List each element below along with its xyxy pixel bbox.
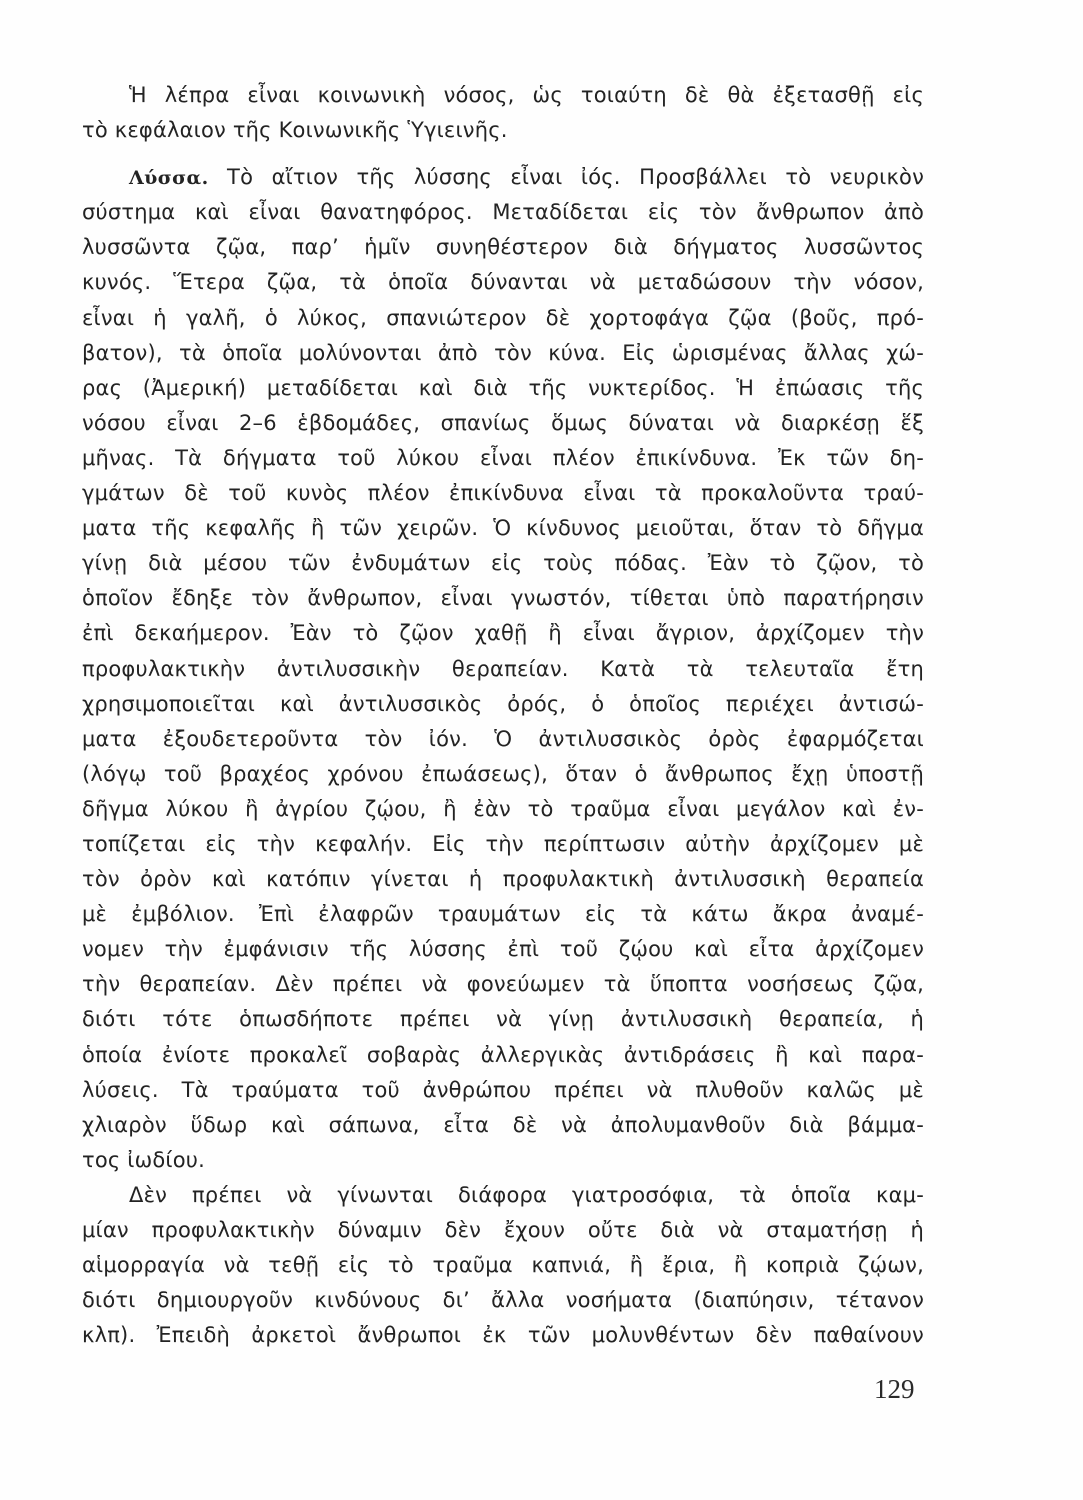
page-number: 129 xyxy=(874,1374,915,1404)
text-line: ἐπὶ δεκαήμερον. Ἐὰν τὸ ζῷον χαθῇ ἢ εἶναι ἄγριον, ἀρχίζομεν τὴν xyxy=(82,621,924,646)
text-line: γμάτων δὲ τοῦ κυνὸς πλέον ἐπικίνδυνα εἶναι τὰ προκαλοῦντα τραύ- xyxy=(82,481,924,506)
text-line: χρησιμοποιεῖται καὶ ἀντιλυσσικὸς ὀρός, ὁ ὁποῖος περιέχει ἀντισώ- xyxy=(82,691,924,716)
text-line: δῆγμα λύκου ἢ ἀγρίου ζῴου, ἢ ἐὰν τὸ τραῦμα εἶναι μεγάλον καὶ ἐν- xyxy=(82,796,924,821)
text-line: χλιαρὸν ὕδωρ καὶ σάπωνα, εἶτα δὲ νὰ ἀπολυμανθοῦν διὰ βάμμα- xyxy=(82,1112,924,1137)
text-line: γίνῃ διὰ μέσου τῶν ἐνδυμάτων εἰς τοὺς πόδας. Ἐὰν τὸ ζῷον, τὸ xyxy=(82,551,924,576)
section-heading: Λύσσα. xyxy=(129,167,209,190)
text-line: κυνός. Ἕτερα ζῷα, τὰ ὁποῖα δύνανται νὰ μεταδώσουν τὴν νόσον, xyxy=(82,270,924,295)
text-line: τος ἰωδίου. xyxy=(82,1147,206,1172)
text-line: Ἡ λέπρα εἶναι κοινωνικὴ νόσος, ὡς τοιαύτη δὲ θὰ ἐξετασθῇ εἰς xyxy=(129,83,924,107)
text-line: προφυλακτικὴν ἀντιλυσσικὴν θεραπείαν. Κατὰ τὰ τελευταῖα ἔτη xyxy=(82,656,924,681)
text-line: βατον), τὰ ὁποῖα μολύνονται ἀπὸ τὸν κύνα. Εἰς ὡρισμένας ἄλλας χώ- xyxy=(82,340,924,365)
text-line: ρας (Ἀμερική) μεταδίδεται καὶ διὰ τῆς νυκτερίδος. Ἡ ἐπώασις τῆς xyxy=(82,375,924,400)
text-line: Δὲν πρέπει νὰ γίνωνται διάφορα γιατροσόφια, τὰ ὁποῖα καμ- xyxy=(129,1182,924,1207)
text-line: νόσου εἶναι 2–6 ἑβδομάδες, σπανίως ὅμως δύναται νὰ διαρκέσῃ ἕξ xyxy=(82,410,924,435)
text-line: λύσεις. Τὰ τραύματα τοῦ ἀνθρώπου πρέπει νὰ πλυθοῦν καλῶς μὲ xyxy=(82,1077,924,1102)
text-line: μῆνας. Τὰ δήγματα τοῦ λύκου εἶναι πλέον ἐπικίνδυνα. Ἐκ τῶν δη- xyxy=(82,445,924,470)
text-line: ματα τῆς κεφαλῆς ἢ τῶν χειρῶν. Ὁ κίνδυνος μειοῦται, ὅταν τὸ δῆγμα xyxy=(82,516,924,541)
text-line: λυσσῶντα ζῷα, παρ’ ἡμῖν συνηθέστερον διὰ δήγματος λυσσῶντος xyxy=(82,235,924,260)
body-text xyxy=(82,78,924,1353)
text-line: κλπ). Ἐπειδὴ ἀρκετοὶ ἄνθρωποι ἐκ τῶν μολυνθέντων δὲν παθαίνουν xyxy=(82,1323,924,1348)
text-line: τοπίζεται εἰς τὴν κεφαλήν. Εἰς τὴν περίπτωσιν αὐτὴν ἀρχίζομεν μὲ xyxy=(82,831,924,856)
text-line-content: Τὸ αἴτιον τῆς λύσσης εἶναι ἰός. Προσβάλλει τὸ νευρικὸν xyxy=(208,165,924,190)
text-line: αἱμορραγία νὰ τεθῇ εἰς τὸ τραῦμα καπνιά, ἢ ἔρια, ἢ κοπριὰ ζῴων, xyxy=(82,1253,924,1278)
text-line: διότι τότε ὁπωσδήποτε πρέπει νὰ γίνῃ ἀντιλυσσικὴ θεραπεία, ἡ xyxy=(82,1007,924,1032)
text-line: τὴν θεραπείαν. Δὲν πρέπει νὰ φονεύωμεν τὰ ὕποπτα νοσήσεως ζῷα, xyxy=(82,972,924,997)
text-line: τὸ κεφάλαιον τῆς Κοινωνικῆς Ὑγιεινῆς. xyxy=(82,118,508,143)
text-line: ματα ἐξουδετεροῦντα τὸν ἰόν. Ὁ ἀντιλυσσικὸς ὀρὸς ἐφαρμόζεται xyxy=(82,726,924,751)
text-line: νομεν τὴν ἐμφάνισιν τῆς λύσσης ἐπὶ τοῦ ζῴου καὶ εἶτα ἀρχίζομεν xyxy=(82,937,924,962)
text-line: ὁποῖον ἔδηξε τὸν ἄνθρωπον, εἶναι γνωστόν, τίθεται ὑπὸ παρατήρησιν xyxy=(82,586,924,611)
text-line: μίαν προφυλακτικὴν δύναμιν δὲν ἔχουν οὔτε διὰ νὰ σταματήσῃ ἡ xyxy=(82,1218,924,1242)
text-line: διότι δημιουργοῦν κινδύνους δι’ ἄλλα νοσήματα (διαπύησιν, τέτανον xyxy=(82,1288,924,1313)
text-line: ὁποία ἐνίοτε προκαλεῖ σοβαρὰς ἀλλεργικὰς ἀντιδράσεις ἢ καὶ παρα- xyxy=(82,1042,924,1067)
text-line: εἶναι ἡ γαλῆ, ὁ λύκος, σπανιώτερον δὲ χορτοφάγα ζῷα (βοῦς, πρό- xyxy=(82,305,924,330)
text-line xyxy=(82,160,924,195)
text-line: τὸν ὀρὸν καὶ κατόπιν γίνεται ἡ προφυλακτικὴ ἀντιλυσσικὴ θεραπεία xyxy=(82,867,924,892)
text-line: μὲ ἐμβόλιον. Ἐπὶ ἐλαφρῶν τραυμάτων εἰς τὰ κάτω ἄκρα ἀναμέ- xyxy=(82,902,924,927)
text-line: (λόγῳ τοῦ βραχέος χρόνου ἐπωάσεως), ὅταν ὁ ἄνθρωπος ἔχῃ ὑποστῇ xyxy=(82,761,924,786)
text-line: σύστημα καὶ εἶναι θανατηφόρος. Μεταδίδεται εἰς τὸν ἄνθρωπον ἀπὸ xyxy=(82,200,924,225)
